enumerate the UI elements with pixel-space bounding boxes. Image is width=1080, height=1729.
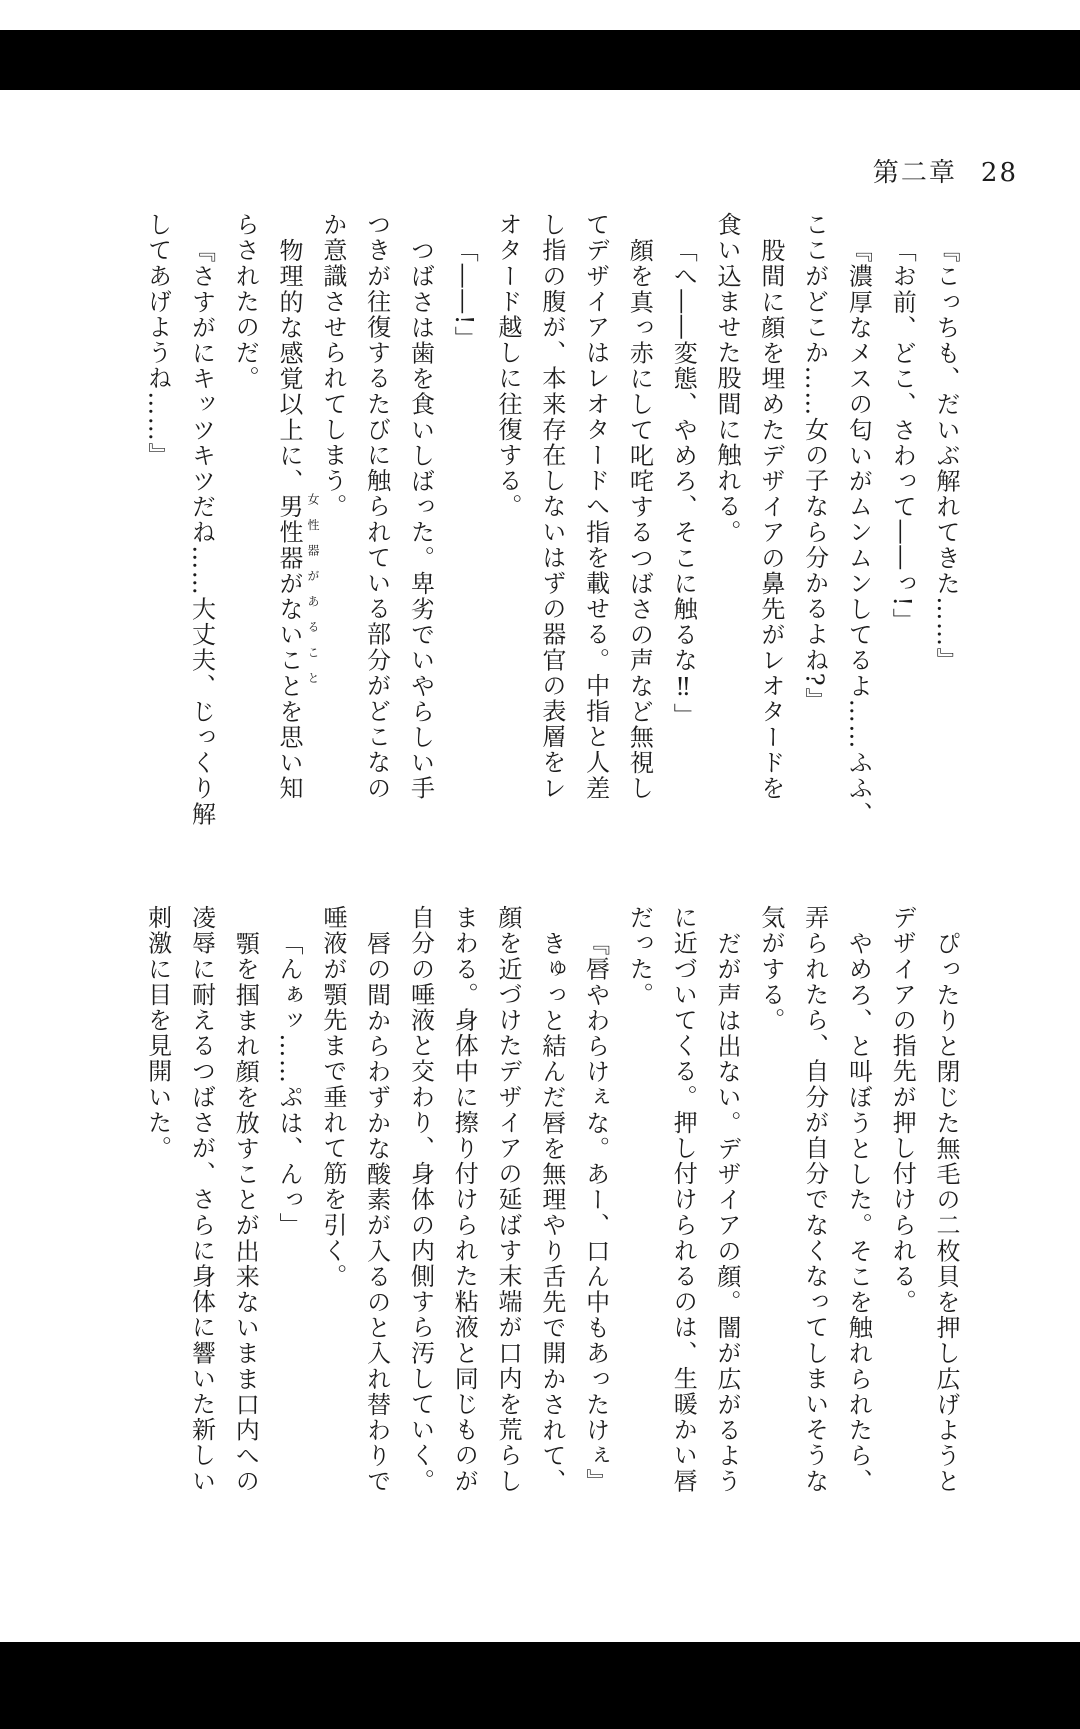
text-column: 「お前、どこ、さわって――っ!」 xyxy=(888,238,917,634)
text-column: 顎を掴まれ顔を放すことが出来ないまま口内への xyxy=(231,931,260,1495)
text-column: 弄られたら、自分が自分でなくなってしまいそうな xyxy=(800,905,829,1494)
text-column: 唾液が顎先まで垂れて筋を引く。 xyxy=(318,905,347,1289)
text-column: 物理的な感覚以上に、男性器がないことを思い知 女性器があること xyxy=(275,238,321,802)
text-column: だった。 xyxy=(625,905,654,1008)
text-column: ぴったりと閉じた無毛の二枚貝を押し広げようと xyxy=(932,931,960,1495)
text-column: きゅっと結んだ唇を無理やり舌先で開かされて、 xyxy=(537,931,566,1495)
text-column: デザイアの指先が押し付けられる。 xyxy=(888,905,917,1315)
text-column: か意識させられてしまう。 xyxy=(318,212,347,520)
top-black-bar xyxy=(0,30,1080,90)
text-column: し指の腹が、本来存在しないはずの器官の表層をレ xyxy=(537,212,566,801)
text-column: らされたのだ。 xyxy=(231,212,260,392)
text-column: 股間に顔を埋めたデザイアの鼻先がレオタードを xyxy=(756,238,785,802)
text-block-bottom xyxy=(143,905,960,1505)
text-column: まわる。身体中に擦り付けられた粘液と同じものが xyxy=(450,905,479,1494)
text-column: 食い込ませた股間に触れる。 xyxy=(713,212,742,545)
text-column: 自分の唾液と交わり、身体の内側すら汚していく。 xyxy=(406,905,435,1494)
text-column: 気がする。 xyxy=(756,905,785,1033)
text-column: に近づいてくる。押し付けられるのは、生暖かい唇 xyxy=(669,905,698,1494)
page-number: 28 xyxy=(980,158,1018,188)
text-column: してあげようね……』 xyxy=(143,212,172,468)
text-column: 唇の間からわずかな酸素が入るのと入れ替わりで xyxy=(362,931,391,1495)
text-column: 「へ――変態、やめろ、そこに触るな‼」 xyxy=(669,238,698,729)
text-column: てデザイアはレオタードへ指を載せる。中指と人差 xyxy=(581,212,610,801)
text-column: つばさは歯を食いしばった。卑劣でいやらしい手 xyxy=(406,238,435,802)
text-column: やめろ、と叫ぼうとした。そこを触れられたら、 xyxy=(844,931,873,1495)
text-column: 刺激に目を見開いた。 xyxy=(143,905,172,1161)
text-column: だが声は出ない。デザイアの顔。闇が広がるよう xyxy=(713,931,742,1495)
text-column: オタード越しに往復する。 xyxy=(494,212,523,520)
text-column: 『さすがにキッツキツだね……大丈夫、じっくり解 xyxy=(187,238,216,827)
text-column: 顔を近づけたデザイアの延ばす末端が口内を荒らし xyxy=(494,905,523,1494)
page-header xyxy=(873,152,1018,189)
bottom-black-bar xyxy=(0,1642,1080,1729)
text-block-top xyxy=(143,212,960,827)
text-column: 『こっちも、だいぶ解れてきた……』 xyxy=(932,238,960,674)
text-column: 凌辱に耐えるつばさが、さらに身体に響いた新しい xyxy=(187,905,216,1494)
text-column: 「んぁッ……ぷは、んっ」 xyxy=(275,931,304,1239)
ruby-annotation: 女性器があること xyxy=(306,492,321,697)
text-column: 『唇やわらけぇな。あー、口ん中もあったけぇ』 xyxy=(581,931,610,1495)
text-column: つきが往復するたびに触られている部分がどこなの xyxy=(362,212,391,801)
text-column: 顔を真っ赤にして叱咤するつばさの声など無視し xyxy=(625,238,654,802)
chapter-label: 第二章 xyxy=(872,158,957,188)
text-column: ここがどこか……女の子なら分かるよね?』 xyxy=(800,212,829,713)
text-column: 「――!」 xyxy=(450,238,479,352)
text-column: 『濃厚なメスの匂いがムンムンしてるよ……ふふ、 xyxy=(844,238,873,827)
